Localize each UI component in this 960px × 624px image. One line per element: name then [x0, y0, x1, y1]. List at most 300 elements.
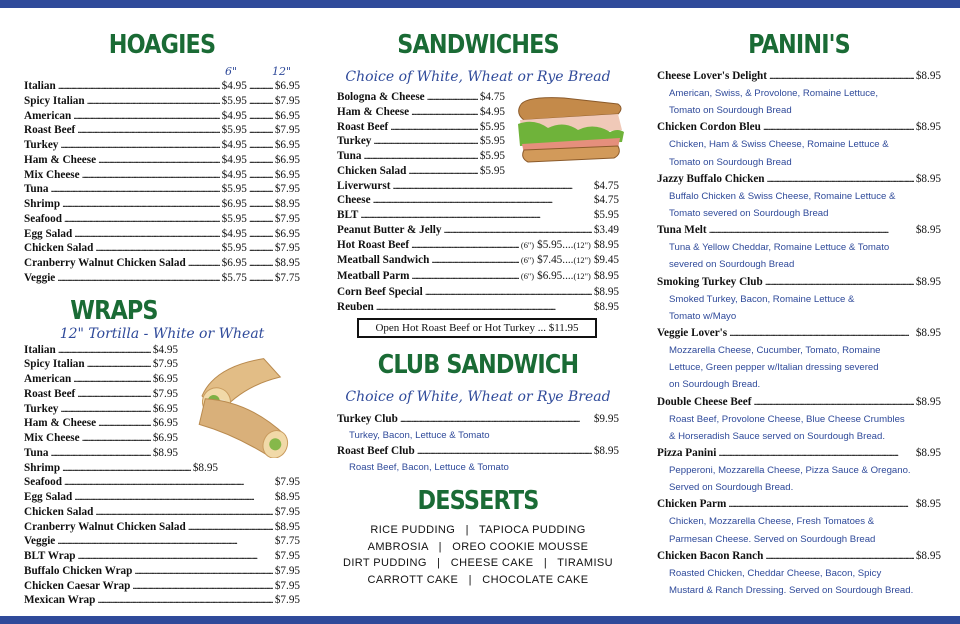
- item-price: $6.95: [152, 417, 178, 430]
- price-6in: $4.95: [221, 227, 247, 240]
- price-6in: $6.95: [221, 257, 247, 269]
- price-6in: $5.95: [221, 183, 247, 196]
- item-name: Buffalo Chicken Wrap: [24, 564, 133, 577]
- leader-dots: [58, 79, 220, 94]
- item-description: American, Swiss, & Provolone, Romaine Lettuce,: [669, 88, 879, 99]
- leader-dots: [249, 168, 273, 183]
- menu-item: [337, 444, 619, 459]
- menu-item: [337, 120, 505, 135]
- item-description: Smoked Turkey, Bacon, Romaine Lettuce &: [669, 293, 855, 305]
- menu-item: [657, 325, 941, 342]
- price-6in: $5.95: [221, 242, 247, 255]
- leader-dots: [249, 212, 273, 227]
- wrap-photo: [190, 346, 302, 458]
- item-name: Spicy Italian: [24, 358, 85, 371]
- item-name: Double Cheese Beef: [657, 395, 752, 408]
- menu-item: [337, 223, 619, 238]
- price-12in: $7.95: [274, 183, 300, 196]
- menu-item: [24, 416, 178, 431]
- menu-item: [337, 134, 505, 149]
- menu-item: [337, 193, 619, 208]
- item-description: & Horseradish Sauce served on Sourdough Bread.: [669, 430, 885, 442]
- item-price: $7.95: [274, 564, 300, 577]
- leader-dots: [392, 179, 591, 194]
- item-description: Tomato w/Mayo: [669, 310, 737, 322]
- leader-dots: [64, 475, 273, 490]
- leader-dots: [709, 222, 914, 239]
- price-6in: $6.95: [537, 270, 563, 282]
- item-name: Chicken Cordon Bleu: [657, 121, 761, 134]
- item-price: $8.95: [192, 461, 218, 474]
- size-6-tag: (6"): [520, 256, 535, 266]
- item-name: Veggie: [24, 535, 56, 548]
- item-description: Tomato severed on Sourdough Bread: [669, 208, 829, 220]
- item-name: Peanut Butter & Jelly: [337, 223, 442, 236]
- item-price: $8.95: [915, 275, 941, 288]
- leader-dots: [57, 271, 219, 286]
- item-name: Pizza Panini: [657, 447, 717, 460]
- leader-dots: [74, 490, 273, 505]
- leader-dots: [50, 446, 150, 461]
- menu-item: [657, 445, 941, 462]
- menu-item: [24, 520, 300, 535]
- item-price: $5.95: [479, 164, 505, 177]
- price-12in: $6.95: [274, 168, 300, 181]
- item-description: Mustard & Ranch Dressing. Served on Sourdough Bread.: [669, 585, 914, 597]
- leader-dots: [98, 416, 151, 431]
- menu-item: [337, 105, 505, 120]
- leader-dots: [98, 153, 220, 168]
- menu-item: [337, 285, 619, 300]
- leader-dots: [728, 496, 914, 513]
- leader-dots: [74, 227, 219, 242]
- menu-item: [337, 179, 619, 194]
- dessert-line: DIRT PUDDING | CHEESE CAKE | TIRAMISU: [342, 557, 614, 570]
- desserts-list: [337, 522, 619, 589]
- menu-item: [24, 241, 300, 256]
- item-name: Seafood: [24, 476, 62, 489]
- price-12in: $8.95: [593, 238, 619, 251]
- item-price: $7.75: [274, 535, 300, 548]
- menu-item: [337, 149, 505, 164]
- column-hoagies-wraps: [24, 18, 300, 608]
- menu-item: [24, 109, 300, 124]
- separator-dots: ....: [562, 238, 574, 251]
- top-border: [0, 0, 960, 8]
- item-description: Roast Beef, Bacon, Lettuce & Tomato: [349, 461, 509, 473]
- item-name: Ham & Cheese: [24, 417, 97, 430]
- menu-item: [24, 212, 300, 227]
- menu-item: [24, 197, 300, 212]
- item-name: Smoking Turkey Club: [657, 275, 763, 288]
- item-price: $8.95: [915, 498, 941, 511]
- item-name: Chicken Bacon Ranch: [657, 549, 764, 562]
- menu-item: [24, 564, 300, 579]
- hoagies-title: HOAGIES: [108, 30, 216, 60]
- menu-item: [24, 343, 178, 358]
- leader-dots: [249, 138, 273, 153]
- menu-item: [337, 208, 619, 223]
- club-list: [337, 412, 619, 476]
- menu-item: [24, 153, 300, 168]
- item-price: $8.95: [593, 285, 619, 298]
- menu-item: [24, 549, 300, 564]
- size-12-label: 12": [272, 65, 292, 78]
- item-name: Chicken Salad: [337, 164, 407, 177]
- item-name: Roast Beef: [337, 120, 389, 133]
- item-price: $4.95: [152, 343, 178, 356]
- item-price: $5.95: [479, 150, 505, 162]
- item-name: Meatball Parm: [337, 270, 410, 282]
- item-name: Spicy Italian: [24, 94, 85, 107]
- item-price: $7.95: [274, 579, 300, 592]
- item-price: $5.95: [479, 120, 505, 133]
- menu-item: [337, 90, 505, 105]
- item-name: American: [24, 109, 72, 122]
- price-12in: $8.95: [593, 270, 619, 282]
- item-name: Roast Beef: [24, 124, 76, 137]
- menu-item: [24, 182, 300, 197]
- item-name: Jazzy Buffalo Chicken: [657, 172, 765, 185]
- menu-item: [24, 475, 300, 490]
- price-12in: $7.95: [274, 94, 300, 107]
- item-price: $8.95: [915, 121, 941, 134]
- item-name: Chicken Parm: [657, 498, 727, 511]
- item-name: Egg Salad: [24, 491, 73, 503]
- item-price: $6.95: [152, 373, 178, 385]
- price-6in: $4.95: [221, 153, 247, 166]
- item-description: Tuna & Yellow Cheddar, Romaine Lettuce & Tomato: [669, 242, 890, 254]
- separator-dots: ....: [562, 254, 574, 267]
- size-12-tag: (12"): [573, 240, 591, 250]
- wraps-subtitle: 12" Tortilla - White or Wheat: [59, 325, 265, 342]
- item-price: $8.95: [274, 520, 300, 533]
- sandwiches-title: SANDWICHES: [397, 30, 559, 60]
- item-price: $8.95: [915, 70, 941, 82]
- item-name: Veggie Lover's: [657, 327, 728, 340]
- leader-dots: [188, 520, 273, 535]
- item-name: Tuna: [337, 150, 362, 162]
- price-12in: $7.95: [274, 242, 300, 255]
- item-price: $6.95: [152, 402, 178, 415]
- leader-dots: [134, 564, 272, 579]
- leader-dots: [132, 579, 273, 594]
- price-12in: $6.95: [274, 80, 300, 92]
- desserts-title: DESSERTS: [417, 485, 539, 516]
- leader-dots: [417, 444, 592, 459]
- leader-dots: [82, 431, 151, 446]
- item-name: Corn Beef Special: [337, 285, 423, 298]
- leader-dots: [765, 548, 914, 565]
- menu-item: [24, 271, 300, 286]
- leader-dots: [408, 164, 478, 179]
- menu-item-sized: [337, 269, 619, 285]
- item-name: Chicken Salad: [24, 242, 94, 255]
- menu-item: [24, 94, 300, 109]
- leader-dots: [64, 212, 220, 227]
- menu-item: [657, 394, 941, 411]
- item-description: Buffalo Chicken & Swiss Cheese, Romaine Lettuce &: [669, 190, 896, 202]
- item-description: Pepperoni, Mozzarella Cheese, Pizza Sauce & Oregano.: [669, 465, 911, 477]
- leader-dots: [188, 256, 220, 271]
- item-name: Turkey: [24, 139, 59, 151]
- dessert-line: CARROTT CAKE | CHOCOLATE CAKE: [367, 574, 589, 587]
- leader-dots: [50, 182, 219, 197]
- leader-dots: [249, 182, 273, 197]
- price-6in: $6.95: [221, 198, 247, 210]
- item-price: $7.95: [274, 594, 300, 607]
- size-12-tag: (12"): [573, 256, 591, 266]
- menu-item: [657, 274, 941, 291]
- item-name: Italian: [24, 80, 56, 92]
- item-name: BLT Wrap: [24, 550, 76, 562]
- price-6in: $5.95: [221, 124, 247, 137]
- leader-dots: [718, 445, 913, 462]
- leader-dots: [73, 372, 151, 387]
- menu-item: [24, 446, 178, 461]
- item-name: Chicken Caesar Wrap: [24, 579, 131, 592]
- bottom-border: [0, 616, 960, 624]
- leader-dots: [729, 325, 914, 342]
- leader-dots: [249, 241, 273, 256]
- item-name: Tuna: [24, 446, 49, 459]
- menu-item: [24, 79, 300, 94]
- item-description: Roasted Chicken, Cheddar Cheese, Bacon, Spicy: [669, 567, 882, 579]
- item-price: $8.95: [915, 327, 941, 340]
- leader-dots: [73, 109, 219, 124]
- leader-dots: [411, 105, 478, 120]
- size-6-tag: (6"): [520, 240, 535, 250]
- leader-dots: [57, 534, 273, 549]
- leader-dots: [60, 138, 219, 153]
- menu-item: [337, 412, 619, 427]
- club-title: CLUB SANDWICH: [377, 350, 579, 381]
- menu-item: [24, 138, 300, 153]
- dessert-line: AMBROSIA | OREO COOKIE MOUSSE: [367, 540, 589, 553]
- menu-item: [337, 164, 505, 179]
- item-name: Turkey Club: [337, 413, 398, 426]
- menu-item: [24, 387, 178, 402]
- item-description: Tomato on Sourdough Bread: [669, 156, 792, 168]
- item-name: Bologna & Cheese: [337, 91, 425, 103]
- price-12in: $7.95: [274, 212, 300, 225]
- menu-item: [24, 227, 300, 242]
- item-price: $8.95: [915, 447, 941, 460]
- leader-dots: [363, 149, 477, 164]
- item-price: $7.95: [274, 505, 300, 518]
- item-price: $4.75: [593, 179, 619, 192]
- paninis-list: [657, 68, 941, 599]
- menu-item: [24, 461, 218, 476]
- menu-item: [657, 222, 941, 239]
- price-12in: $7.95: [274, 124, 300, 137]
- item-name: Liverwurst: [337, 179, 391, 192]
- item-price: $7.95: [152, 358, 178, 371]
- dessert-line: RICE PUDDING | TAPIOCA PUDDING: [370, 523, 586, 536]
- menu-item: [24, 505, 300, 520]
- leader-dots: [249, 153, 273, 168]
- item-name: American: [24, 373, 72, 385]
- leader-dots: [249, 123, 273, 138]
- item-price: $8.95: [274, 491, 300, 503]
- price-6in: $5.95: [221, 212, 247, 225]
- item-name: Shrimp: [24, 198, 61, 210]
- price-6in: $7.45: [537, 254, 563, 267]
- menu-item: [24, 357, 178, 372]
- item-name: Seafood: [24, 212, 62, 225]
- menu-item: [657, 496, 941, 513]
- menu-item: [657, 119, 941, 136]
- item-name: Cheese Lover's Delight: [657, 70, 767, 82]
- price-12in: $6.95: [274, 109, 300, 122]
- leader-dots: [62, 197, 220, 212]
- item-name: Chicken Salad: [24, 505, 94, 518]
- leader-dots: [769, 68, 914, 85]
- item-name: Cranberry Walnut Chicken Salad: [24, 257, 186, 269]
- menu-item: [24, 168, 300, 183]
- item-name: Roast Beef: [24, 387, 76, 400]
- item-description: on Sourdough Bread.: [669, 379, 761, 391]
- item-description: Mozzarella Cheese, Cucumber, Tomato, Romaine: [669, 345, 881, 357]
- price-12in: $6.95: [274, 227, 300, 240]
- item-price: $9.95: [593, 413, 619, 426]
- item-price: $6.95: [152, 432, 178, 444]
- item-description: Served on Sourdough Bread.: [669, 482, 794, 494]
- item-description: Parmesan Cheese. Served on Sourdough Bread: [669, 533, 876, 545]
- item-description: Chicken, Ham & Swiss Cheese, Romaine Lettuce &: [669, 139, 889, 151]
- size-6-label: 6": [225, 65, 238, 78]
- hoagies-list: [24, 79, 300, 286]
- price-12in: $6.95: [274, 153, 300, 166]
- item-name: Ham & Cheese: [337, 105, 410, 118]
- size-12-tag: (12"): [573, 272, 591, 281]
- item-name: Veggie: [24, 271, 56, 284]
- leader-dots: [376, 300, 592, 315]
- price-6in: $5.75: [221, 271, 247, 284]
- leader-dots: [82, 168, 220, 183]
- sandwich-photo: [514, 94, 626, 164]
- menu-item: [657, 548, 941, 565]
- leader-dots: [249, 227, 273, 242]
- menu-item: [24, 256, 300, 271]
- item-price: $7.95: [274, 476, 300, 489]
- item-name: Reuben: [337, 300, 374, 313]
- price-6in: $4.95: [221, 109, 247, 122]
- item-name: Mix Cheese: [24, 432, 80, 444]
- leader-dots: [431, 253, 519, 268]
- leader-dots: [373, 193, 592, 208]
- sandwiches-subtitle: Choice of White, Wheat or Rye Bread: [345, 69, 611, 85]
- leader-dots: [77, 123, 219, 138]
- leader-dots: [87, 357, 151, 372]
- menu-item-sized: [337, 253, 619, 269]
- leader-dots: [767, 171, 914, 188]
- leader-dots: [765, 274, 914, 291]
- item-name: Mexican Wrap: [24, 594, 96, 607]
- item-price: $4.75: [479, 91, 505, 103]
- item-name: Meatball Sandwich: [337, 254, 430, 267]
- leader-dots: [249, 271, 273, 286]
- price-6in: $4.95: [221, 139, 247, 151]
- item-name: Cranberry Walnut Chicken Salad: [24, 520, 186, 533]
- leader-dots: [87, 94, 220, 109]
- item-name: Cheese: [337, 194, 371, 207]
- item-name: Shrimp: [24, 461, 61, 474]
- leader-dots: [97, 593, 272, 608]
- leader-dots: [249, 79, 273, 94]
- menu-item: [657, 171, 941, 188]
- item-description: Tomato on Sourdough Bread: [669, 105, 792, 117]
- item-description: severed on Sourdough Bread: [669, 259, 795, 271]
- size-6-tag: (6"): [520, 272, 535, 281]
- leader-dots: [249, 197, 273, 212]
- leader-dots: [78, 549, 273, 564]
- menu-item: [337, 300, 619, 315]
- leader-dots: [753, 394, 913, 411]
- leader-dots: [763, 119, 914, 136]
- price-12in: $6.95: [274, 139, 300, 151]
- item-price: $7.95: [274, 550, 300, 562]
- leader-dots: [58, 343, 151, 358]
- paninis-title: PANINI'S: [748, 30, 850, 60]
- item-price: $8.95: [915, 549, 941, 562]
- open-hot-banner: Open Hot Roast Beef or Hot Turkey ... $11.95: [357, 318, 597, 338]
- item-price: $5.95: [593, 209, 619, 221]
- separator-dots: ....: [562, 270, 574, 282]
- leader-dots: [411, 238, 519, 253]
- item-name: Roast Beef Club: [337, 445, 415, 457]
- leader-dots: [95, 241, 219, 256]
- leader-dots: [60, 402, 150, 417]
- leader-dots: [411, 269, 519, 284]
- menu-item-sized: [337, 238, 619, 254]
- menu-item: [24, 431, 178, 446]
- item-name: Mix Cheese: [24, 168, 80, 181]
- leader-dots: [373, 134, 477, 149]
- leader-dots: [427, 90, 478, 105]
- item-name: Ham & Cheese: [24, 153, 97, 166]
- leader-dots: [425, 285, 592, 300]
- item-price: $8.95: [593, 445, 619, 457]
- leader-dots: [400, 412, 592, 427]
- item-price: $4.75: [593, 194, 619, 207]
- menu-item: [24, 402, 178, 417]
- item-name: Egg Salad: [24, 227, 73, 240]
- menu-item: [657, 68, 941, 85]
- item-price: $8.95: [152, 446, 178, 459]
- leader-dots: [249, 109, 273, 124]
- item-name: Italian: [24, 343, 56, 356]
- item-price: $8.95: [915, 224, 941, 237]
- price-6in: $5.95: [537, 238, 563, 251]
- wraps-title: WRAPS: [70, 295, 158, 326]
- item-price: $4.95: [479, 105, 505, 118]
- leader-dots: [360, 208, 591, 223]
- price-12in: $8.95: [274, 257, 300, 269]
- price-6in: $4.95: [221, 168, 247, 181]
- leader-dots: [249, 256, 273, 271]
- item-name: Turkey: [337, 135, 372, 148]
- leader-dots: [77, 387, 151, 402]
- item-name: Hot Roast Beef: [337, 238, 410, 251]
- item-price: $8.95: [915, 395, 941, 408]
- item-description: Lettuce, Green pepper w/Italian dressing severed: [669, 362, 879, 374]
- price-12in: $8.95: [274, 198, 300, 210]
- item-description: Chicken, Mozzarella Cheese, Fresh Tomatoes &: [669, 516, 875, 528]
- leader-dots: [95, 505, 273, 520]
- menu-item: [24, 579, 300, 594]
- menu-item: [24, 534, 300, 549]
